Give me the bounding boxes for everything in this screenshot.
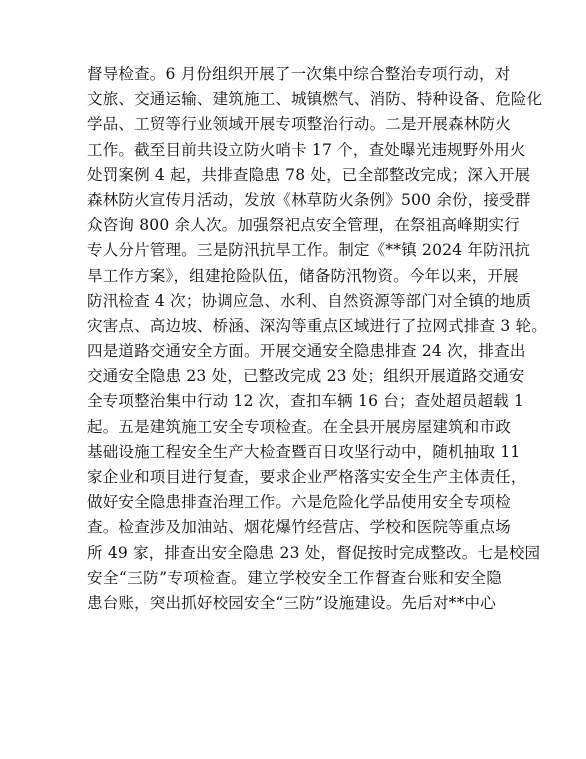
text-line: 处罚案例 4 起，共排查隐患 78 处，已全部整改完成；深入开展 xyxy=(87,165,531,184)
text-line: 旱工作方案》，组建抢险队伍，储备防汛物资。今年以来，开展 xyxy=(87,266,519,285)
text-line: 专人分片管理。三是防汛抗旱工作。制定《**镇 2024 年防汛抗 xyxy=(87,241,531,260)
text-line: 灾害点、高边坡、桥涵、深沟等重点区域进行了拉网式排查 3 轮。 xyxy=(87,316,547,335)
text-line: 家企业和项目进行复查，要求企业严格落实安全生产主体责任， xyxy=(87,468,527,486)
text-line: 患台账，突出抓好校园安全“三防”设施建设。先后对**中心 xyxy=(87,593,496,612)
text-line: 学品、工贸等行业领域开展专项整治行动。二是开展森林防火 xyxy=(87,115,511,134)
text-line: 文旅、交通运输、建筑施工、城镇燃气、消防、特种设备、危险化 xyxy=(87,90,543,109)
body-text xyxy=(87,62,547,616)
text-line: 所 49 家，排查出安全隐患 23 处，督促按时完成整改。七是校园 xyxy=(87,543,541,562)
text-line: 起。五是建筑施工安全专项检查。在全县开展房屋建筑和市政 xyxy=(87,417,511,436)
text-line: 森林防火宣传月活动，发放《林草防火条例》500 余份，接受群 xyxy=(87,190,531,209)
text-line: 督导检查。6 月份组织开展了一次集中综合整治专项行动，对 xyxy=(87,65,511,83)
text-line: 防汛检查 4 次；协调应急、水利、自然资源等部门对全镇的地质 xyxy=(87,291,532,310)
text-line: 众咨询 800 余人次。加强祭祀点安全管理，在祭祖高峰期实行 xyxy=(87,216,520,235)
text-line: 全专项整治集中行动 12 次，查扣车辆 16 台；查处超员超载 1 xyxy=(87,392,525,411)
text-line: 查。检查涉及加油站、烟花爆竹经营店、学校和医院等重点场 xyxy=(87,518,511,537)
text-line: 四是道路交通安全方面。开展交通安全隐患排查 24 次，排查出 xyxy=(87,342,526,361)
text-line: 做好安全隐患排查治理工作。六是危险化学品使用安全专项检 xyxy=(87,493,511,512)
text-line: 交通安全隐患 23 处，已整改完成 23 处；组织开展道路交通安 xyxy=(87,367,525,386)
text-line: 安全“三防”专项检查。建立学校安全工作督查台账和安全隐 xyxy=(87,568,502,587)
text-line: 工作。截至目前共设立防火哨卡 17 个，查处曝光违规野外用火 xyxy=(87,140,526,159)
text-line: 基础设施工程安全生产大检查暨百日攻坚行动中，随机抽取 11 xyxy=(87,442,521,461)
